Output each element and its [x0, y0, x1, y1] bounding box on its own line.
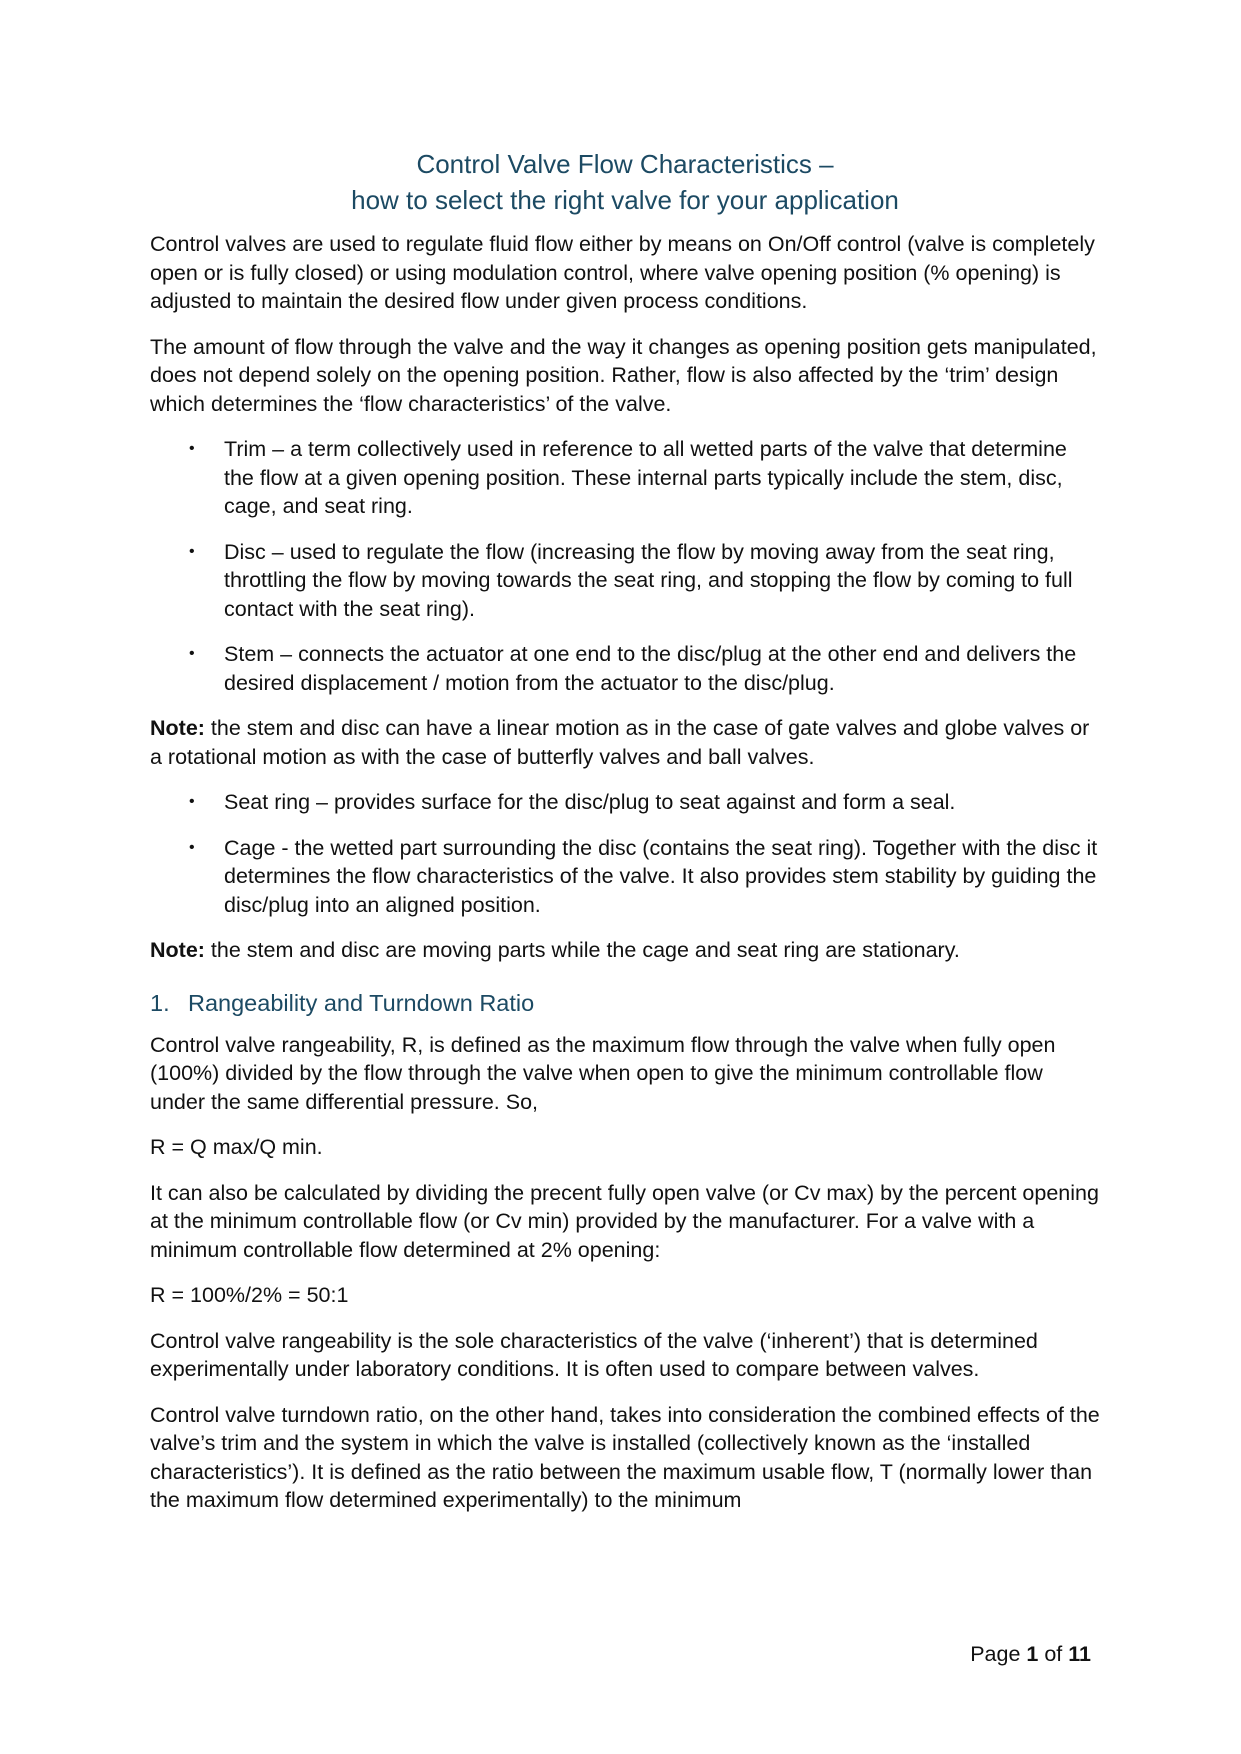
- section-paragraph: Control valve rangeability, R, is defined as the maximum flow through the valve when fully open (100%) divided by the flow through the valve when open to give the minimum controllable flow under the same differential pressure. So,: [150, 1032, 1056, 1114]
- list-item: [150, 538, 1100, 624]
- note-text: the stem and disc can have a linear motion as in the case of gate valves and globe valves or a rotational motion as with the case of butterfly valves and ball valves.: [150, 716, 1090, 769]
- document-title: [150, 146, 1100, 218]
- note-paragraph-2: [150, 936, 1100, 965]
- trim-parts-list: [150, 435, 1100, 697]
- section-number: 1.: [150, 989, 170, 1016]
- note-label: Note:: [150, 938, 205, 962]
- stationary-parts-list: [150, 788, 1100, 919]
- list-item-text: Cage - the wetted part surrounding the disc (contains the seat ring). Together with the disc it determines the flow characteristics of the valve. It also provides stem stability by guiding the disc/plug into an aligned position.: [224, 835, 1098, 917]
- intro-paragraph-1: Control valves are used to regulate fluid flow either by means on On/Off control (valve is completely open or is fully closed) or using modulation control, where valve opening position (% opening) is adjusted to maintain the desired flow under given process conditions.: [150, 232, 1095, 313]
- section-title: Rangeability and Turndown Ratio: [188, 989, 535, 1016]
- intro-paragraph-2: The amount of flow through the valve and the way it changes as opening position gets manipulated, does not depend solely on the opening position. Rather, flow is also affected by the ‘trim’ design which determines the ‘flow characteristics’ of the valve.: [150, 334, 1097, 416]
- note-label: Note:: [150, 716, 205, 740]
- list-item-text: Stem – connects the actuator at one end to the disc/plug at the other end and delivers the desired displacement / motion from the actuator to the disc/plug.: [224, 642, 1077, 695]
- page-number-footer: [970, 1640, 1091, 1668]
- total-pages: 11: [1068, 1642, 1091, 1666]
- current-page: 1: [1026, 1642, 1039, 1666]
- list-item-text: Seat ring – provides surface for the disc/plug to seat against and form a seal.: [224, 790, 956, 814]
- list-item: [150, 435, 1100, 521]
- note-paragraph-1: [150, 714, 1100, 771]
- footer-of: of: [1038, 1642, 1069, 1666]
- list-item: [150, 834, 1100, 920]
- formula: R = Q max/Q min.: [150, 1135, 323, 1159]
- section-heading: [150, 987, 1100, 1019]
- section-paragraph: It can also be calculated by dividing the precent fully open valve (or Cv max) by the percent opening at the minimum controllable flow (or Cv min) provided by the manufacturer. For a valve with a minimum controllable flow determined at 2% opening:: [150, 1180, 1099, 1262]
- page-content: [150, 146, 1100, 1532]
- bullet-icon: •: [189, 838, 195, 856]
- list-item: [150, 788, 1100, 817]
- formula: R = 100%/2% = 50:1: [150, 1283, 349, 1307]
- title-line-1: Control Valve Flow Characteristics –: [416, 149, 834, 179]
- title-line-2: how to select the right valve for your application: [351, 185, 899, 215]
- bullet-icon: •: [189, 440, 195, 457]
- list-item-text: Trim – a term collectively used in reference to all wetted parts of the valve that determine the flow at a given opening position. These internal parts typically include the stem, disc, cage, and seat ring.: [224, 437, 1067, 518]
- bullet-icon: •: [189, 645, 195, 662]
- section-paragraph: Control valve turndown ratio, on the other hand, takes into consideration the combined effects of the valve’s trim and the system in which the valve is installed (collectively known as the ‘installed characteristics’). It is defined as the ratio between the maximum usable flow, T (normally lower than the maximum flow determined experimentally) to the minimum: [150, 1402, 1100, 1512]
- bullet-icon: •: [189, 793, 195, 810]
- bullet-icon: •: [189, 542, 195, 560]
- footer-prefix: Page: [970, 1642, 1027, 1666]
- section-paragraph: Control valve rangeability is the sole characteristics of the valve (‘inherent’) that is determined experimentally under laboratory conditions. It is often used to compare between valves.: [150, 1328, 1038, 1381]
- list-item-text: Disc – used to regulate the flow (increasing the flow by moving away from the seat ring, throttling the flow by moving towards the seat ring, and stopping the flow by coming to full contact with the seat ring).: [224, 539, 1073, 621]
- note-text: the stem and disc are moving parts while the cage and seat ring are stationary.: [204, 938, 960, 962]
- list-item: [150, 640, 1100, 697]
